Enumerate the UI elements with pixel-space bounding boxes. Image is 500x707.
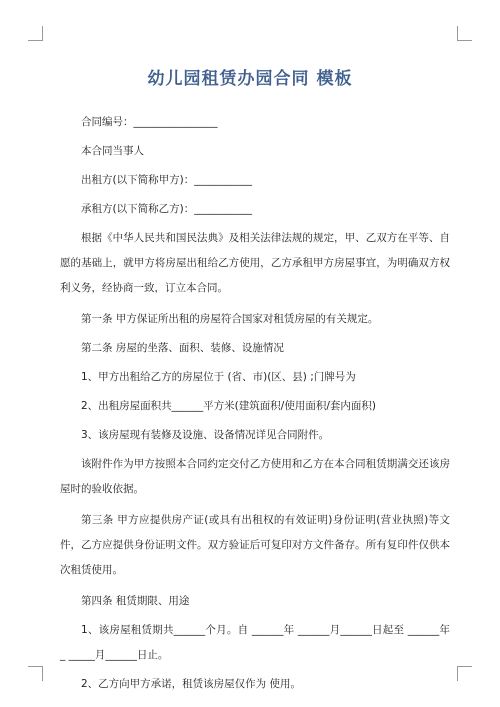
document-body (60, 110, 450, 701)
article-4-heading: 第四条 租赁期限、用途 (81, 595, 190, 607)
article-2-item-3: 3、该房屋现有装修及设施、设备情况详见合同附件。 (81, 429, 330, 441)
contract-number: 合同编号：________________ (81, 116, 218, 128)
preamble-paragraph: 根据《中华人民共和国民法典》及相关法律法规的规定，甲、乙双方在平等、自愿的基础上，就甲方将房屋出租给乙方使用，乙方承租甲方房屋事宜，为明确双方权利义务，经协商一致，订立本合同。 (60, 232, 450, 294)
article-4-item-2: 2、乙方向甲方承诺，租赁该房屋仅作为 使用。 (81, 678, 302, 690)
parties-heading: 本合同当事人 (81, 145, 144, 157)
article-3: 第三条 甲方应提供房产证(或具有出租权的有效证明)身份证明(营业执照)等文件，乙方应提供身份证明文件。双方验证后可复印对方文件备存。所有复印件仅供本次租赁使用。 (60, 514, 450, 576)
attachment-paragraph: 该附件作为甲方按照本合同约定交付乙方使用和乙方在本合同租赁期满交还该房屋时的验收依据。 (60, 458, 450, 495)
article-2-heading: 第二条 房屋的坐落、面积、装修、设施情况 (81, 342, 284, 354)
page-corner-mark (28, 26, 43, 41)
document-title: 幼儿园租赁办园合同 模板 (147, 69, 353, 89)
page-corner-mark (457, 26, 472, 41)
page-corner-mark (28, 666, 43, 681)
lessor-line: 出租方(以下简称甲方)：___________ (81, 174, 252, 186)
page-corner-mark (457, 666, 472, 681)
article-2-item-2: 2、出租房屋面积共______平方米(建筑面积/使用面积/套内面积) (81, 400, 376, 412)
lessee-line: 承租方(以下简称乙方)：___________ (81, 203, 252, 215)
article-4-item-1: 1、该房屋租赁期共______个月。自 ______年 ______月______日起至 ______年 _ _____月______日止。 (60, 624, 450, 661)
article-1: 第一条 甲方保证所出租的房屋符合国家对租赁房屋的有关规定。 (81, 313, 379, 325)
article-2-item-1: 1、甲方出租给乙方的房屋位于 (省、市)(区、县) ;门牌号为 (81, 371, 356, 383)
